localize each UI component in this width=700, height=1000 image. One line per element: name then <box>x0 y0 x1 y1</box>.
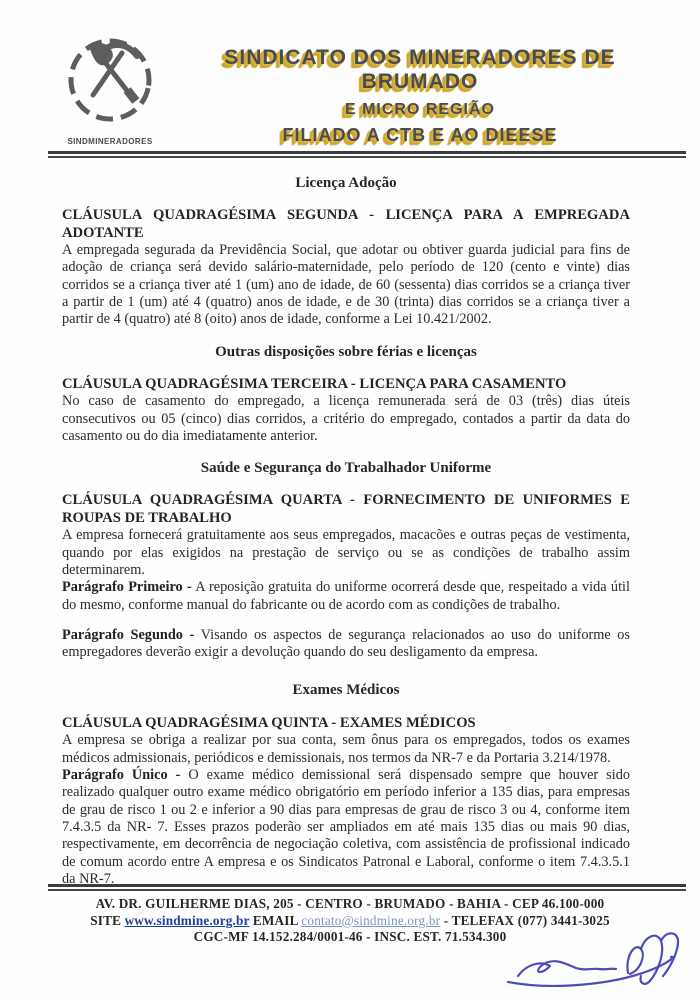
clause-45-paragraph: A empresa se obriga a realizar por sua conta, sem ônus para os empregados, todos os exames médicos admissionais, periódicos e demissionais, nos termos da NR-7 e da Portaria 3.214/1978. <box>62 732 630 766</box>
email-link[interactable]: contato@sindmine.org.br <box>301 912 441 928</box>
logo-label: SINDMINERADORES <box>67 137 153 146</box>
site-label: SITE <box>90 912 122 928</box>
org-name-line2: E MICRO REGIÃO <box>344 101 495 118</box>
crossed-tools-icon <box>62 34 158 130</box>
clause-42-title: CLÁUSULA QUADRAGÉSIMA SEGUNDA - LICENÇA PARA A EMPREGADA ADOTANTE <box>62 207 630 241</box>
clause-42-paragraph: A empregada segurada da Previdência Social, que adotar ou obtiver guarda judicial para fins de adoção de criança será devido salário-maternidade, pelo período de 120 (cento e vinte) dias corridos se a criança tiver até 1 (um) ano de idade, de 60 (sessenta) dias corridos se a criança tiver a partir de 1 (um) até 4 (quatro) anos de idade, e de 30 (trinta) dias corridos se a criança tiver a partir de 4 (quatro) até 8 (oito) anos de idade, conforme a Lei 10.421/2002. <box>62 242 630 328</box>
document-body <box>0 175 700 888</box>
org-name-line3: FILIADO A CTB E AO DIEESE <box>282 125 558 145</box>
telefax-text: - TELEFAX (077) 3441-3025 <box>443 912 610 928</box>
signature-ink <box>500 926 690 996</box>
footer-registration: CGC-MF 14.152.284/0001-46 - INSC. EST. 71.534.300 <box>193 929 507 944</box>
section-heading-exames-medicos: Exames Médicos <box>292 682 400 699</box>
clause-44-paragraph: A empresa fornecerá gratuitamente aos seus empregados, macacões e outras peças de vestimenta, quando por elas exigidos na prestação de serviço ou se as condições de trabalho assim determinarem. <box>62 527 630 578</box>
clause-45-title: CLÁUSULA QUADRAGÉSIMA QUINTA - EXAMES MÉDICOS <box>62 715 476 732</box>
section-heading-licenca-adocao: Licença Adoção <box>295 175 397 191</box>
union-logo <box>54 34 166 146</box>
email-label: EMAIL <box>252 912 298 928</box>
section-heading-outras-disposicoes: Outras disposições sobre férias e licenças <box>215 344 477 361</box>
letterhead <box>0 0 700 146</box>
clause-43-title: CLÁUSULA QUADRAGÉSIMA TERCEIRA - LICENÇA PARA CASAMENTO <box>62 376 567 393</box>
clause-45-paragrafo-unico: Parágrafo Único - O exame médico demissional será dispensado sempre que houver sido realizado qualquer outro exame médico obrigatório em período inferior a 135 dias, para empresas de grau de risco 1 ou 2 e inferior a 90 dias para empresas de grau de risco 3 ou 4, conforme item 7.4.3.5 da NR- 7. Esses prazos poderão ser ampliados em até mais 135 dias ou mais 90 dias, respectivamente, em decorrência de negociação coletiva, com assistência de profissional indicado de comum acordo entre A empresa e os Sindicatos Patronal e Laboral, conforme o item 7.4.3.5.1 da NR-7. <box>62 767 630 887</box>
site-link[interactable]: www.sindmine.org.br <box>124 912 250 928</box>
footer-divider <box>48 884 686 891</box>
letterhead-title <box>166 46 674 146</box>
clause-43-paragraph: No caso de casamento do empregado, a licença remunerada será de 03 (três) dias úteis consecutivos ou 05 (cinco) dias corridos, a critério do empregado, contados a partir da data do casamento ou do dia imediatamente anterior. <box>62 393 630 445</box>
header-divider <box>48 151 686 158</box>
clause-44-title: CLÁUSULA QUADRAGÉSIMA QUARTA - FORNECIMENTO DE UNIFORMES E ROUPAS DE TRABALHO <box>62 492 630 527</box>
section-heading-saude-seguranca: Saúde e Segurança do Trabalhador Uniforme <box>200 460 492 477</box>
clause-44-paragrafo-segundo: Parágrafo Segundo - Visando os aspectos de segurança relacionados ao uso do uniforme os empregadores deverão exigir a devolução quando do seu desligamento da empresa. <box>62 626 630 661</box>
footer-address: AV. DR. GUILHERME DIAS, 205 - CENTRO - BRUMADO - BAHIA - CEP 46.100-000 <box>95 896 605 911</box>
org-name-line1: SINDICATO DOS MINERADORES DE BRUMADO <box>224 46 616 93</box>
clause-44-paragrafo-primeiro: Parágrafo Primeiro - A reposição gratuita do uniforme ocorrerá desde que, respeitado a vida útil do mesmo, conforme manual do fabricante ou de acordo com as condições de trabalho. <box>62 579 630 613</box>
